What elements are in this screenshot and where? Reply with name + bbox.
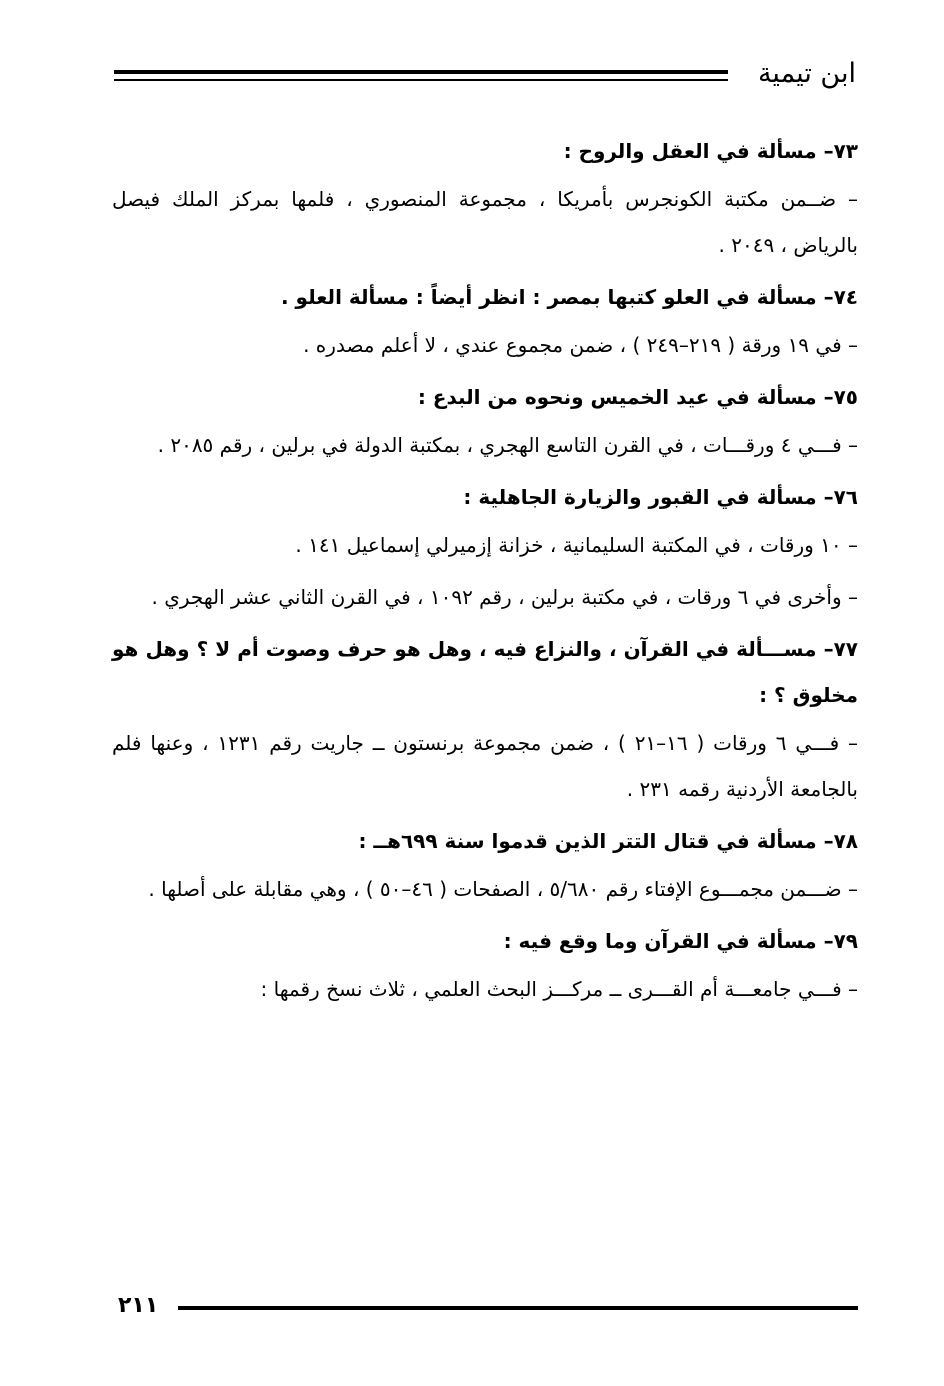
entry-heading: ٧٨– مسألة في قتال التتر الذين قدموا سنة ٦٩٩هــ : <box>358 829 858 853</box>
entry-heading: ٧٥– مسألة في عيد الخميس ونحوه من البدع : <box>417 385 858 409</box>
entry-heading: ٧٩– مسألة في القرآن وما وقع فيه : <box>503 929 858 953</box>
entry-paragraph: – ضـــمن مجمـــوع الإفتاء رقم ٥/٦٨٠ ، الصفحات ( ٤٦–٥٠ ) ، وهي مقابلة على أصلها . <box>148 877 858 901</box>
entry-paragraph: – في ١٩ ورقة ( ٢١٩–٢٤٩ ) ، ضمن مجموع عندي ، لا أعلم مصدره . <box>303 333 858 357</box>
entries-list <box>112 128 858 1018</box>
running-title: ابن تيمية <box>757 58 856 89</box>
entry-75 <box>112 374 858 468</box>
page-header <box>114 54 856 94</box>
entry-paragraph: – فـــي جامعـــة أم القـــرى ــ مركـــز البحث العلمي ، ثلاث نسخ رقمها : <box>260 977 858 1001</box>
entry-paragraph: – وأخرى في ٦ ورقات ، في مكتبة برلين ، رقم ١٠٩٢ ، في القرن الثاني عشر الهجري . <box>151 585 858 609</box>
entry-77 <box>112 626 858 812</box>
entry-paragraph: – ١٠ ورقات ، في المكتبة السليمانية ، خزانة إزميرلي إسماعيل ١٤١ . <box>295 533 858 557</box>
footer-rule <box>178 1306 858 1310</box>
entry-74 <box>112 274 858 368</box>
entry-heading: ٧٧– مســـألة في القرآن ، والنزاع فيه ، وهل هو حرف وصوت أم لا ؟ وهل هو مخلوق ؟ : <box>112 637 858 707</box>
entry-heading: ٧٤– مسألة في العلو كتبها بمصر : انظر أيضاً : مسألة العلو . <box>281 285 858 309</box>
entry-78 <box>112 818 858 912</box>
entry-76 <box>112 474 858 620</box>
page-footer <box>118 1294 858 1326</box>
entry-paragraph: – فـــي ٤ ورقـــات ، في القرن التاسع الهجري ، بمكتبة الدولة في برلين ، رقم ٢٠٨٥ . <box>157 433 858 457</box>
entry-73 <box>112 128 858 268</box>
entry-paragraph: – ضــمن مكتبة الكونجرس بأمريكا ، مجموعة المنصوري ، فلمها بمركز الملك فيصل بالرياض ، ٢٠٤٩ . <box>112 187 858 257</box>
header-rule <box>114 70 728 81</box>
entry-heading: ٧٦– مسألة في القبور والزيارة الجاهلية : <box>463 485 858 509</box>
entry-heading: ٧٣– مسألة في العقل والروح : <box>563 139 858 163</box>
entry-paragraph: – فـــي ٦ ورقات ( ١٦–٢١ ) ، ضمن مجموعة برنستون ــ جاريت رقم ١٢٣١ ، وعنها فلم بالجامعة الأردنية رقمه ٢٣١ . <box>112 731 858 801</box>
page-number: ٢١١ <box>118 1293 159 1318</box>
entry-79 <box>112 918 858 1012</box>
